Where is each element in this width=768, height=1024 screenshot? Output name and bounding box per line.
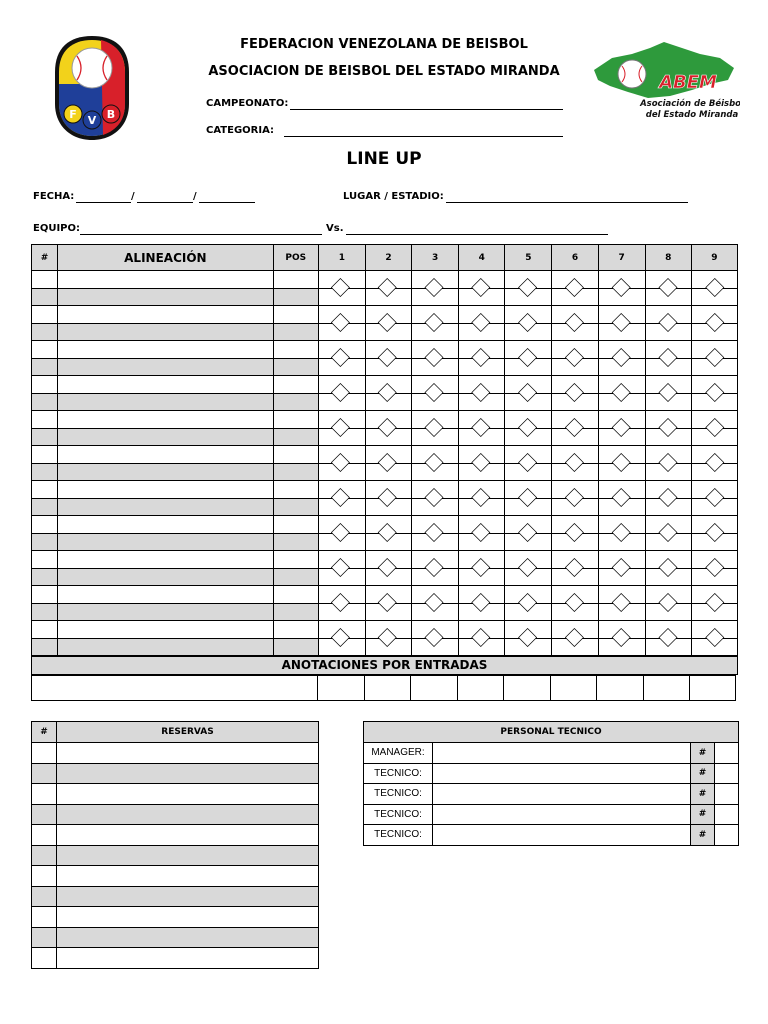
base-diamond	[472, 454, 490, 472]
staff-number-label: #	[691, 784, 715, 805]
base-diamond	[659, 489, 677, 507]
base-diamond	[706, 559, 724, 577]
staff-number-field[interactable]	[715, 804, 739, 825]
lineup-player-field[interactable]	[58, 306, 274, 324]
lineup-number-cell	[32, 463, 58, 481]
base-diamond	[519, 384, 537, 402]
staff-name-field[interactable]	[433, 804, 691, 825]
lineup-pos-field[interactable]	[273, 376, 318, 394]
staff-number-label: #	[691, 825, 715, 846]
inning-score-cell[interactable]	[504, 676, 551, 701]
base-diamond	[612, 279, 630, 297]
base-diamond	[519, 629, 537, 647]
reserva-number-cell	[32, 743, 57, 764]
base-diamond	[565, 629, 583, 647]
base-diamond	[472, 524, 490, 542]
base-diamond	[378, 314, 396, 332]
campeonato-label: CAMPEONATO:	[206, 98, 289, 109]
lineup-pos-field[interactable]	[273, 568, 318, 586]
fecha-separator: /	[131, 191, 135, 202]
base-diamond	[425, 279, 443, 297]
reserva-name-field[interactable]	[57, 866, 319, 887]
fecha-separator: /	[193, 191, 197, 202]
personal-tecnico-table	[363, 721, 739, 846]
base-diamond	[378, 279, 396, 297]
lineup-player-field[interactable]	[58, 428, 274, 446]
inning-header: 1	[318, 245, 365, 271]
reserva-number-cell	[32, 948, 57, 969]
abem-logo	[592, 40, 740, 124]
inning-header: 9	[691, 245, 737, 271]
fecha-label: FECHA:	[33, 191, 75, 202]
inning-header: 2	[365, 245, 411, 271]
reserva-name-field[interactable]	[57, 886, 319, 907]
abem-line2: del Estado Miranda	[645, 110, 739, 120]
lineup-number-cell	[32, 638, 58, 656]
reserva-row	[32, 886, 319, 907]
lineup-number-cell	[32, 306, 58, 324]
lineup-player-field[interactable]	[58, 341, 274, 359]
reserva-name-field[interactable]	[57, 825, 319, 846]
lineup-number-cell	[32, 586, 58, 604]
base-diamond	[519, 454, 537, 472]
lineup-player-field[interactable]	[58, 621, 274, 639]
staff-number-field[interactable]	[715, 743, 739, 764]
base-diamond	[378, 349, 396, 367]
base-diamond	[659, 279, 677, 297]
base-diamond	[612, 629, 630, 647]
lineup-number-cell	[32, 621, 58, 639]
reservas-table	[31, 721, 319, 969]
abem-acronym: ABEM	[659, 72, 717, 93]
equipo-label: EQUIPO:	[33, 223, 81, 234]
reserva-name-field[interactable]	[57, 907, 319, 928]
reserva-number-cell	[32, 784, 57, 805]
lineup-player-field[interactable]	[58, 481, 274, 499]
lineup-player-field[interactable]	[58, 516, 274, 534]
reserva-number-cell	[32, 907, 57, 928]
base-diamond	[331, 629, 349, 647]
inning-header: 3	[412, 245, 459, 271]
inning-score-cell[interactable]	[551, 676, 597, 701]
base-diamond	[612, 524, 630, 542]
base-diamond	[519, 314, 537, 332]
base-diamond	[706, 489, 724, 507]
staff-number-label: #	[691, 804, 715, 825]
base-diamond	[425, 489, 443, 507]
logo-letter-f: F	[69, 108, 77, 121]
lineup-pos-field[interactable]	[273, 533, 318, 551]
personal-tecnico-header: PERSONAL TECNICO	[364, 722, 739, 743]
lineup-player-field[interactable]	[58, 411, 274, 429]
staff-row	[364, 743, 739, 764]
reserva-name-field[interactable]	[57, 845, 319, 866]
lineup-player-field[interactable]	[58, 533, 274, 551]
reserva-name-field[interactable]	[57, 763, 319, 784]
lineup-pos-field[interactable]	[273, 393, 318, 411]
lineup-pos-field[interactable]	[273, 288, 318, 306]
lineup-pos-field[interactable]	[273, 463, 318, 481]
base-diamond	[612, 489, 630, 507]
base-diamond	[472, 419, 490, 437]
base-diamond	[612, 419, 630, 437]
lineup-player-field[interactable]	[58, 568, 274, 586]
base-diamond	[706, 314, 724, 332]
inning-header: 4	[459, 245, 505, 271]
scoring-diamonds	[317, 270, 738, 656]
campeonato-field[interactable]	[290, 109, 563, 110]
reserva-name-field[interactable]	[57, 948, 319, 969]
base-diamond	[331, 349, 349, 367]
base-diamond	[425, 559, 443, 577]
base-diamond	[706, 524, 724, 542]
lineup-pos-field[interactable]	[273, 481, 318, 499]
base-diamond	[519, 419, 537, 437]
base-diamond	[472, 349, 490, 367]
staff-number-label: #	[691, 743, 715, 764]
lineup-pos-field[interactable]	[273, 551, 318, 569]
base-diamond	[425, 349, 443, 367]
categoria-label: CATEGORIA:	[206, 125, 275, 136]
reservas-header: RESERVAS	[57, 722, 319, 743]
base-diamond	[565, 349, 583, 367]
lineup-player-field[interactable]	[58, 393, 274, 411]
col-pos-header: POS	[273, 245, 318, 271]
reserva-number-cell	[32, 845, 57, 866]
lugar-label: LUGAR / ESTADIO:	[343, 191, 444, 202]
base-diamond	[331, 559, 349, 577]
reserva-row	[32, 907, 319, 928]
lineup-number-cell	[32, 393, 58, 411]
inning-score-cell[interactable]	[690, 676, 736, 701]
base-diamond	[706, 419, 724, 437]
base-diamond	[378, 454, 396, 472]
col-number-header: #	[32, 245, 58, 271]
base-diamond	[378, 489, 396, 507]
base-diamond	[378, 594, 396, 612]
base-diamond	[565, 559, 583, 577]
lineup-number-cell	[32, 376, 58, 394]
base-diamond	[565, 384, 583, 402]
base-diamond	[331, 524, 349, 542]
reserva-row	[32, 804, 319, 825]
base-diamond	[706, 384, 724, 402]
equipo-field[interactable]	[80, 234, 322, 235]
base-diamond	[565, 594, 583, 612]
base-diamond	[472, 629, 490, 647]
base-diamond	[565, 454, 583, 472]
lineup-player-field[interactable]	[58, 358, 274, 376]
lineup-player-field[interactable]	[58, 376, 274, 394]
base-diamond	[519, 489, 537, 507]
inning-header: 5	[505, 245, 552, 271]
lineup-number-cell	[32, 568, 58, 586]
base-diamond	[659, 629, 677, 647]
base-diamond	[378, 629, 396, 647]
lineup-player-field[interactable]	[58, 288, 274, 306]
base-diamond	[565, 524, 583, 542]
staff-row	[364, 804, 739, 825]
staff-role-label: TECNICO:	[364, 763, 433, 784]
staff-role-label: TECNICO:	[364, 804, 433, 825]
lineup-number-cell	[32, 533, 58, 551]
association-title: ASOCIACION DE BEISBOL DEL ESTADO MIRANDA	[208, 64, 560, 79]
base-diamond	[425, 384, 443, 402]
opponent-field[interactable]	[346, 234, 608, 235]
lineup-player-field[interactable]	[58, 446, 274, 464]
reserva-row	[32, 825, 319, 846]
lineup-pos-field[interactable]	[273, 428, 318, 446]
staff-number-field[interactable]	[715, 825, 739, 846]
reserva-number-cell	[32, 927, 57, 948]
vs-label: Vs.	[326, 223, 344, 234]
base-diamond	[659, 384, 677, 402]
reserva-number-cell	[32, 825, 57, 846]
page-title: LINE UP	[346, 149, 422, 169]
base-diamond	[378, 524, 396, 542]
base-diamond	[565, 279, 583, 297]
base-diamond	[472, 279, 490, 297]
inning-header: 7	[598, 245, 645, 271]
annotations-header: ANOTACIONES POR ENTRADAS	[31, 656, 738, 675]
lineup-number-cell	[32, 358, 58, 376]
reserva-name-field[interactable]	[57, 927, 319, 948]
reserva-number-cell	[32, 804, 57, 825]
base-diamond	[612, 594, 630, 612]
base-diamond	[612, 559, 630, 577]
base-diamond	[659, 349, 677, 367]
reserva-name-field[interactable]	[57, 743, 319, 764]
annotations-row	[31, 675, 736, 701]
lineup-pos-field[interactable]	[273, 638, 318, 656]
staff-role-label: TECNICO:	[364, 784, 433, 805]
base-diamond	[425, 419, 443, 437]
lineup-number-cell	[32, 288, 58, 306]
lineup-pos-field[interactable]	[273, 516, 318, 534]
lineup-pos-field[interactable]	[273, 411, 318, 429]
base-diamond	[659, 524, 677, 542]
base-diamond	[425, 314, 443, 332]
lineup-player-field[interactable]	[58, 551, 274, 569]
lineup-number-cell	[32, 551, 58, 569]
lineup-player-field[interactable]	[58, 323, 274, 341]
base-diamond	[378, 384, 396, 402]
base-diamond	[519, 524, 537, 542]
staff-row	[364, 784, 739, 805]
base-diamond	[472, 314, 490, 332]
fecha-year-field[interactable]	[199, 202, 255, 203]
inning-score-cell[interactable]	[644, 676, 690, 701]
base-diamond	[331, 419, 349, 437]
lineup-pos-field[interactable]	[273, 586, 318, 604]
base-diamond	[331, 489, 349, 507]
lineup-player-field[interactable]	[58, 638, 274, 656]
base-diamond	[519, 279, 537, 297]
base-diamond	[472, 594, 490, 612]
reserva-name-field[interactable]	[57, 804, 319, 825]
staff-name-field[interactable]	[433, 763, 691, 784]
base-diamond	[472, 384, 490, 402]
inning-score-cell[interactable]	[365, 676, 411, 701]
reserva-row	[32, 948, 319, 969]
base-diamond	[331, 454, 349, 472]
lineup-number-cell	[32, 428, 58, 446]
base-diamond	[612, 384, 630, 402]
staff-number-field[interactable]	[715, 763, 739, 784]
federation-title: FEDERACION VENEZOLANA DE BEISBOL	[240, 37, 528, 52]
staff-name-field[interactable]	[433, 825, 691, 846]
lineup-pos-field[interactable]	[273, 446, 318, 464]
lineup-player-field[interactable]	[58, 463, 274, 481]
base-diamond	[659, 314, 677, 332]
base-diamond	[612, 349, 630, 367]
logo-letter-b: B	[106, 108, 116, 121]
inning-score-cell[interactable]	[458, 676, 504, 701]
lineup-pos-field[interactable]	[273, 341, 318, 359]
reserva-row	[32, 763, 319, 784]
lineup-player-field[interactable]	[58, 498, 274, 516]
base-diamond	[425, 524, 443, 542]
base-diamond	[706, 594, 724, 612]
base-diamond	[425, 454, 443, 472]
base-diamond	[565, 419, 583, 437]
staff-role-label: MANAGER:	[364, 743, 433, 764]
lineup-pos-field[interactable]	[273, 323, 318, 341]
inning-header: 8	[645, 245, 691, 271]
base-diamond	[565, 489, 583, 507]
base-diamond	[659, 454, 677, 472]
lineup-number-cell	[32, 516, 58, 534]
lineup-number-cell	[32, 411, 58, 429]
reservas-number-header: #	[32, 722, 57, 743]
staff-number-label: #	[691, 763, 715, 784]
lineup-pos-field[interactable]	[273, 271, 318, 289]
base-diamond	[706, 349, 724, 367]
fecha-day-field[interactable]	[76, 202, 131, 203]
reserva-row	[32, 743, 319, 764]
lineup-player-field[interactable]	[58, 603, 274, 621]
inning-score-cell[interactable]	[318, 676, 365, 701]
col-alineacion-header: ALINEACIÓN	[58, 245, 274, 271]
lineup-pos-field[interactable]	[273, 603, 318, 621]
lineup-number-cell	[32, 341, 58, 359]
base-diamond	[659, 594, 677, 612]
lineup-header-row	[32, 245, 738, 271]
base-diamond	[612, 314, 630, 332]
base-diamond	[706, 454, 724, 472]
lineup-player-field[interactable]	[58, 271, 274, 289]
categoria-field[interactable]	[284, 136, 563, 137]
base-diamond	[659, 419, 677, 437]
inning-score-cell[interactable]	[411, 676, 458, 701]
staff-name-field[interactable]	[433, 743, 691, 764]
base-diamond	[612, 454, 630, 472]
lineup-number-cell	[32, 323, 58, 341]
reserva-name-field[interactable]	[57, 784, 319, 805]
base-diamond	[331, 314, 349, 332]
lineup-number-cell	[32, 603, 58, 621]
staff-row	[364, 763, 739, 784]
lineup-pos-field[interactable]	[273, 306, 318, 324]
staff-row	[364, 825, 739, 846]
reserva-row	[32, 784, 319, 805]
reserva-row	[32, 845, 319, 866]
inning-score-cell[interactable]	[597, 676, 644, 701]
base-diamond	[472, 559, 490, 577]
base-diamond	[519, 349, 537, 367]
lineup-number-cell	[32, 271, 58, 289]
lugar-field[interactable]	[446, 202, 688, 203]
base-diamond	[425, 629, 443, 647]
base-diamond	[378, 559, 396, 577]
logo-letter-v: V	[87, 114, 97, 127]
base-diamond	[425, 594, 443, 612]
base-diamond	[331, 384, 349, 402]
base-diamond	[659, 559, 677, 577]
reserva-number-cell	[32, 866, 57, 887]
base-diamond	[706, 629, 724, 647]
reserva-number-cell	[32, 886, 57, 907]
abem-line1: Asociación de Béisbol	[640, 99, 740, 109]
reserva-row	[32, 866, 319, 887]
lineup-pos-field[interactable]	[273, 358, 318, 376]
base-diamond	[519, 594, 537, 612]
annotations-label-cell	[32, 676, 318, 701]
lineup-number-cell	[32, 446, 58, 464]
base-diamond	[378, 419, 396, 437]
base-diamond	[565, 314, 583, 332]
fecha-month-field[interactable]	[137, 202, 193, 203]
base-diamond	[331, 594, 349, 612]
reserva-number-cell	[32, 763, 57, 784]
base-diamond	[706, 279, 724, 297]
base-diamond	[519, 559, 537, 577]
staff-number-field[interactable]	[715, 784, 739, 805]
lineup-number-cell	[32, 481, 58, 499]
staff-role-label: TECNICO:	[364, 825, 433, 846]
lineup-pos-field[interactable]	[273, 498, 318, 516]
base-diamond	[331, 279, 349, 297]
base-diamond	[472, 489, 490, 507]
lineup-player-field[interactable]	[58, 586, 274, 604]
lineup-pos-field[interactable]	[273, 621, 318, 639]
reserva-row	[32, 927, 319, 948]
staff-name-field[interactable]	[433, 784, 691, 805]
inning-header: 6	[552, 245, 598, 271]
lineup-number-cell	[32, 498, 58, 516]
